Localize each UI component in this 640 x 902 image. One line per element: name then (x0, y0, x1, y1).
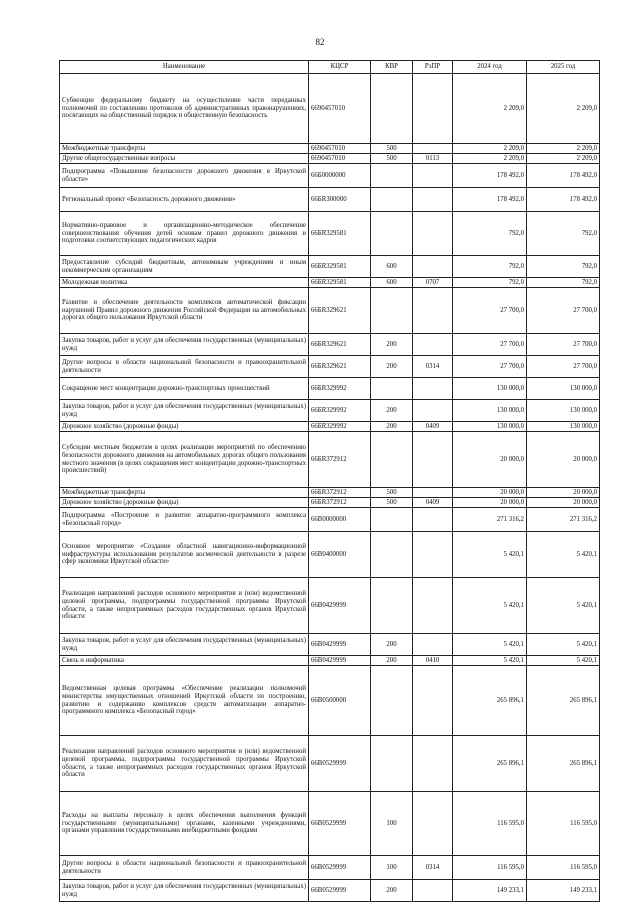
cell-name: Межбюджетные трансферты (60, 144, 309, 154)
cell-name: Реализация направлений расходов основного мероприятия и (или) ведомственной целевой программы, подпрограммы государственной программы Иркутской области, а также непрограммных расходов государственных органов Иркутской области (60, 578, 309, 634)
table-row (60, 634, 600, 656)
table-row (60, 288, 600, 334)
cell-name: Другие вопросы в области национальной безопасности и правоохранительной деятельности (60, 856, 309, 880)
cell-name: Дорожное хозяйство (дорожные фонды) (60, 498, 309, 508)
cell-name: Межбюджетные трансферты (60, 488, 309, 498)
cell-2024: 265 896,1 (453, 666, 527, 736)
cell-code: 66БR329621 (309, 288, 371, 334)
table-row (60, 378, 600, 400)
table-row (60, 212, 600, 256)
cell-2025: 265 896,1 (527, 736, 600, 792)
cell-2025: 5 420,1 (527, 532, 600, 578)
cell-2025: 20 000,0 (527, 488, 600, 498)
cell-code: 66В0429999 (309, 634, 371, 656)
cell-code: 66БR329581 (309, 212, 371, 256)
cell-2025: 792,0 (527, 256, 600, 278)
cell-2025: 265 896,1 (527, 666, 600, 736)
cell-code: 66БR329992 (309, 422, 371, 432)
cell-2024: 20 000,0 (453, 498, 527, 508)
cell-name: Закупка товаров, работ и услуг для обеспечения государственных (муниципальных) нужд (60, 334, 309, 356)
header-name: Наименование (60, 61, 309, 74)
cell-2025: 116 595,0 (527, 792, 600, 856)
cell-kvr (371, 578, 413, 634)
cell-rzpr: 0409 (413, 422, 453, 432)
cell-code: 66БR329992 (309, 378, 371, 400)
cell-rzpr (413, 532, 453, 578)
cell-2025: 178 492,0 (527, 164, 600, 188)
cell-kvr (371, 212, 413, 256)
cell-name: Ведомственная целевая программа «Обеспечение реализации полномочий министерства имущественных отношений Иркутской области по построению, развитию и содержанию комплексов средств автоматизации аппаратно-программного комплекса «Безопасный город» (60, 666, 309, 736)
cell-2025: 20 000,0 (527, 498, 600, 508)
cell-rzpr (413, 792, 453, 856)
cell-2025: 27 700,0 (527, 334, 600, 356)
cell-code: 66БR329581 (309, 278, 371, 288)
cell-rzpr (413, 378, 453, 400)
cell-2024: 5 420,1 (453, 578, 527, 634)
cell-2024: 27 700,0 (453, 334, 527, 356)
cell-2024: 116 595,0 (453, 856, 527, 880)
header-2025: 2025 год (527, 61, 600, 74)
table-row (60, 498, 600, 508)
table-row (60, 278, 600, 288)
cell-kvr (371, 532, 413, 578)
cell-kvr (371, 288, 413, 334)
cell-2025: 27 700,0 (527, 356, 600, 378)
cell-kvr: 200 (371, 880, 413, 902)
cell-2024: 149 233,1 (453, 880, 527, 902)
cell-name: Сокращение мест концентрации дорожно-транспортных происшествий (60, 378, 309, 400)
budget-table (59, 60, 600, 902)
cell-kvr (371, 508, 413, 532)
cell-rzpr (413, 880, 453, 902)
cell-kvr: 200 (371, 400, 413, 422)
table-row (60, 532, 600, 578)
cell-name: Предоставление субсидий бюджетным, автономным учреждениям и иным некоммерческим организациям (60, 256, 309, 278)
cell-2024: 178 492,0 (453, 188, 527, 212)
cell-name: Закупка товаров, работ и услуг для обеспечения государственных (муниципальных) нужд (60, 634, 309, 656)
header-rzpr: РзПР (413, 61, 453, 74)
cell-code: 66БR372912 (309, 498, 371, 508)
cell-name: Нормативно-правовое и организационно-методическое обеспечение совершенствования обучения детей основам правил дорожного движения и подготовки соответствующих педагогических кадров (60, 212, 309, 256)
table-row (60, 488, 600, 498)
cell-code: 6690457010 (309, 154, 371, 164)
cell-name: Расходы на выплаты персоналу в целях обеспечения выполнения функций государственными (муниципальными) органами, казенными учреждениями, органами управления государственными внебюджетными фондами (60, 792, 309, 856)
table-row (60, 736, 600, 792)
cell-name: Подпрограмма «Повышение безопасности дорожного движения в Иркутской области» (60, 164, 309, 188)
table-row (60, 164, 600, 188)
cell-rzpr (413, 256, 453, 278)
cell-2024: 130 000,0 (453, 400, 527, 422)
cell-code: 66В0529999 (309, 792, 371, 856)
cell-2025: 2 209,0 (527, 74, 600, 144)
cell-code: 6690457010 (309, 144, 371, 154)
table-row (60, 432, 600, 488)
cell-2025: 130 000,0 (527, 422, 600, 432)
table-row (60, 400, 600, 422)
cell-name: Реализация направлений расходов основного мероприятия и (или) ведомственной целевой программы, подпрограммы государственной программы Иркутской области, а также непрограммных расходов государственных органов Иркутской области (60, 736, 309, 792)
cell-rzpr (413, 400, 453, 422)
cell-rzpr (413, 212, 453, 256)
cell-name: Субвенции федеральному бюджету на осуществление части переданных полномочий по составлению протоколов об административных правонарушениях, посягающих на общественный порядок и общественную безопасность (60, 74, 309, 144)
cell-2025: 130 000,0 (527, 378, 600, 400)
table-row (60, 508, 600, 532)
cell-code: 66БR372912 (309, 432, 371, 488)
cell-name: Связь и информатика (60, 656, 309, 666)
cell-rzpr (413, 578, 453, 634)
cell-code: 66В0529999 (309, 736, 371, 792)
cell-2024: 5 420,1 (453, 634, 527, 656)
cell-2024: 271 316,2 (453, 508, 527, 532)
cell-2025: 5 420,1 (527, 634, 600, 656)
cell-name: Молодежная политика (60, 278, 309, 288)
header-2024: 2024 год (453, 61, 527, 74)
cell-name: Региональный проект «Безопасность дорожного движения» (60, 188, 309, 212)
cell-2025: 130 000,0 (527, 400, 600, 422)
cell-name: Основное мероприятие «Создание областной навигационно-информационной инфраструктуры использования результатов космической деятельности в разрезе сфер экономики Иркутской области» (60, 532, 309, 578)
header-kvr: КВР (371, 61, 413, 74)
cell-kvr: 200 (371, 634, 413, 656)
cell-2025: 178 492,0 (527, 188, 600, 212)
cell-code: 66В0529999 (309, 880, 371, 902)
cell-rzpr: 0314 (413, 356, 453, 378)
cell-2024: 5 420,1 (453, 656, 527, 666)
cell-2024: 130 000,0 (453, 422, 527, 432)
cell-2024: 2 209,0 (453, 74, 527, 144)
cell-code: 66В0529999 (309, 856, 371, 880)
cell-kvr (371, 74, 413, 144)
cell-kvr (371, 188, 413, 212)
cell-kvr (371, 736, 413, 792)
table-row (60, 656, 600, 666)
cell-kvr: 500 (371, 154, 413, 164)
cell-2024: 2 209,0 (453, 154, 527, 164)
cell-code: 66БR300000 (309, 188, 371, 212)
cell-rzpr (413, 508, 453, 532)
cell-kvr: 500 (371, 144, 413, 154)
cell-2024: 265 896,1 (453, 736, 527, 792)
cell-2025: 792,0 (527, 278, 600, 288)
cell-kvr (371, 432, 413, 488)
cell-2025: 271 316,2 (527, 508, 600, 532)
cell-rzpr: 0113 (413, 154, 453, 164)
page-number: 82 (315, 37, 325, 47)
cell-kvr (371, 378, 413, 400)
table-row (60, 578, 600, 634)
table-row (60, 422, 600, 432)
cell-2025: 27 700,0 (527, 288, 600, 334)
cell-kvr: 200 (371, 656, 413, 666)
cell-kvr: 600 (371, 256, 413, 278)
table-row (60, 356, 600, 378)
cell-rzpr (413, 334, 453, 356)
cell-2025: 20 000,0 (527, 432, 600, 488)
cell-code: 66Б0000000 (309, 164, 371, 188)
cell-code: 66БR329621 (309, 356, 371, 378)
cell-code: 66В0400000 (309, 532, 371, 578)
cell-rzpr: 0409 (413, 498, 453, 508)
table-row (60, 256, 600, 278)
cell-rzpr (413, 144, 453, 154)
cell-rzpr (413, 164, 453, 188)
table-row (60, 154, 600, 164)
cell-2025: 5 420,1 (527, 656, 600, 666)
cell-name: Субсидии местным бюджетам в целях реализации мероприятий по обеспечению безопасности дорожного движения на автомобильных дорогах общего пользования местного значения (в целях сокращения мест концентрации дорожно-транспортных происшествий) (60, 432, 309, 488)
cell-rzpr (413, 666, 453, 736)
cell-rzpr (413, 188, 453, 212)
cell-2024: 116 595,0 (453, 792, 527, 856)
cell-2025: 149 233,1 (527, 880, 600, 902)
cell-code: 66БR372912 (309, 488, 371, 498)
cell-kvr (371, 164, 413, 188)
cell-2024: 20 000,0 (453, 432, 527, 488)
cell-2024: 27 700,0 (453, 356, 527, 378)
cell-2024: 27 700,0 (453, 288, 527, 334)
cell-2024: 792,0 (453, 256, 527, 278)
cell-name: Закупка товаров, работ и услуг для обеспечения государственных (муниципальных) нужд (60, 880, 309, 902)
cell-2024: 130 000,0 (453, 378, 527, 400)
cell-name: Развитие и обеспечение деятельности комплексов автоматической фиксации нарушений Правил дорожного движения Российской Федерации на автомобильных дорогах общего пользования Иркутской области (60, 288, 309, 334)
cell-code: 66БR329581 (309, 256, 371, 278)
table-body (60, 74, 600, 902)
cell-2024: 178 492,0 (453, 164, 527, 188)
cell-2025: 792,0 (527, 212, 600, 256)
cell-kvr: 200 (371, 422, 413, 432)
cell-kvr: 200 (371, 356, 413, 378)
cell-name: Закупка товаров, работ и услуг для обеспечения государственных (муниципальных) нужд (60, 400, 309, 422)
cell-name: Другие общегосударственные вопросы (60, 154, 309, 164)
table-row (60, 666, 600, 736)
table-row (60, 74, 600, 144)
cell-code: 66В0000000 (309, 508, 371, 532)
table-row (60, 880, 600, 902)
table-row (60, 144, 600, 154)
cell-kvr: 100 (371, 856, 413, 880)
cell-2025: 2 209,0 (527, 144, 600, 154)
cell-2024: 20 000,0 (453, 488, 527, 498)
cell-code: 66В0500000 (309, 666, 371, 736)
cell-name: Другие вопросы в области национальной безопасности и правоохранительной деятельности (60, 356, 309, 378)
cell-rzpr (413, 488, 453, 498)
cell-2024: 2 209,0 (453, 144, 527, 154)
cell-rzpr (413, 432, 453, 488)
cell-rzpr: 0707 (413, 278, 453, 288)
cell-code: 66В0429999 (309, 656, 371, 666)
cell-2025: 2 209,0 (527, 154, 600, 164)
cell-2025: 116 595,0 (527, 856, 600, 880)
cell-2024: 792,0 (453, 212, 527, 256)
cell-code: 66В0429999 (309, 578, 371, 634)
cell-name: Дорожное хозяйство (дорожные фонды) (60, 422, 309, 432)
cell-kvr: 500 (371, 498, 413, 508)
table-row (60, 188, 600, 212)
table-row (60, 856, 600, 880)
cell-kvr (371, 666, 413, 736)
cell-kvr: 200 (371, 334, 413, 356)
cell-rzpr (413, 74, 453, 144)
cell-name: Подпрограмма «Построение и развитие аппаратно-программного комплекса «Безопасный город» (60, 508, 309, 532)
cell-rzpr (413, 288, 453, 334)
cell-rzpr: 0314 (413, 856, 453, 880)
cell-2024: 792,0 (453, 278, 527, 288)
cell-rzpr (413, 736, 453, 792)
cell-kvr: 600 (371, 278, 413, 288)
cell-2024: 5 420,1 (453, 532, 527, 578)
cell-code: 66БR329621 (309, 334, 371, 356)
table-header (60, 61, 600, 74)
cell-rzpr: 0410 (413, 656, 453, 666)
cell-code: 6690457010 (309, 74, 371, 144)
cell-code: 66БR329992 (309, 400, 371, 422)
table-row (60, 334, 600, 356)
cell-kvr: 500 (371, 488, 413, 498)
header-code: КЦСР (309, 61, 371, 74)
table-row (60, 792, 600, 856)
cell-kvr: 100 (371, 792, 413, 856)
cell-rzpr (413, 634, 453, 656)
cell-2025: 5 420,1 (527, 578, 600, 634)
